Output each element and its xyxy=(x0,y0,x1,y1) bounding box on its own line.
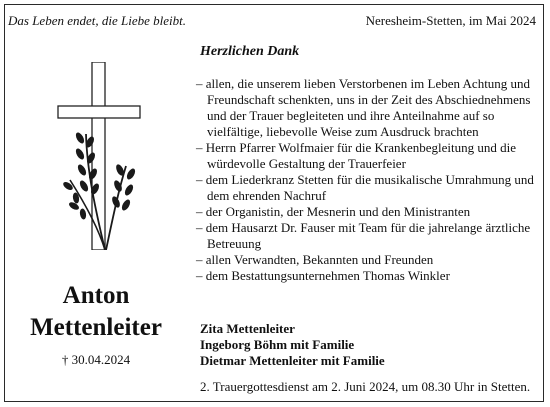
thanks-item: – dem Bestattungsunternehmen Thomas Winkler xyxy=(196,268,450,283)
deceased-first-name: Anton xyxy=(62,282,130,309)
signers xyxy=(200,321,385,369)
thanks-list xyxy=(196,76,534,284)
thanks-item: – dem Hausarzt Dr. Fauser mit Team für die jahrelange ärztliche Betreuung xyxy=(196,220,531,251)
motto: Das Leben endet, die Liebe bleibt. xyxy=(8,13,186,28)
thanks-heading: Herzlichen Dank xyxy=(200,44,300,59)
place-date: Neresheim-Stetten, im Mai 2024 xyxy=(365,13,536,28)
thanks-item: – dem Liederkranz Stetten für die musikalische Umrahmung und dem ehrenden Nachruf xyxy=(196,172,534,203)
thanks-item: – der Organistin, der Mesnerin und den Ministranten xyxy=(196,204,471,219)
thanks-item: – Herrn Pfarrer Wolfmaier für die Krankenbegleitung und die würdevolle Gestaltung der Trauerfeier xyxy=(196,140,516,171)
thanks-item: – allen, die unserem lieben Verstorbenen im Leben Achtung und Freundschaft schenkten, uns in der Zeit des Abschiednehmens und der Trauer begleiteten und ihre Anteilnahme auf so vielfältige, liebevolle Weise zum Ausdruck brachten xyxy=(196,76,531,139)
signer: Ingeborg Böhm mit Familie xyxy=(200,337,355,352)
service-note: 2. Trauergottesdienst am 2. Juni 2024, um 08.30 Uhr in Stetten. xyxy=(200,379,531,394)
thanks-item: – allen Verwandten, Bekannten und Freunden xyxy=(196,252,434,267)
death-date: † 30.04.2024 xyxy=(61,352,131,367)
cross-with-wheat-icon xyxy=(56,62,142,250)
signer: Dietmar Mettenleiter mit Familie xyxy=(200,353,385,368)
signer: Zita Mettenleiter xyxy=(200,321,295,336)
deceased-last-name: Mettenleiter xyxy=(30,314,162,341)
